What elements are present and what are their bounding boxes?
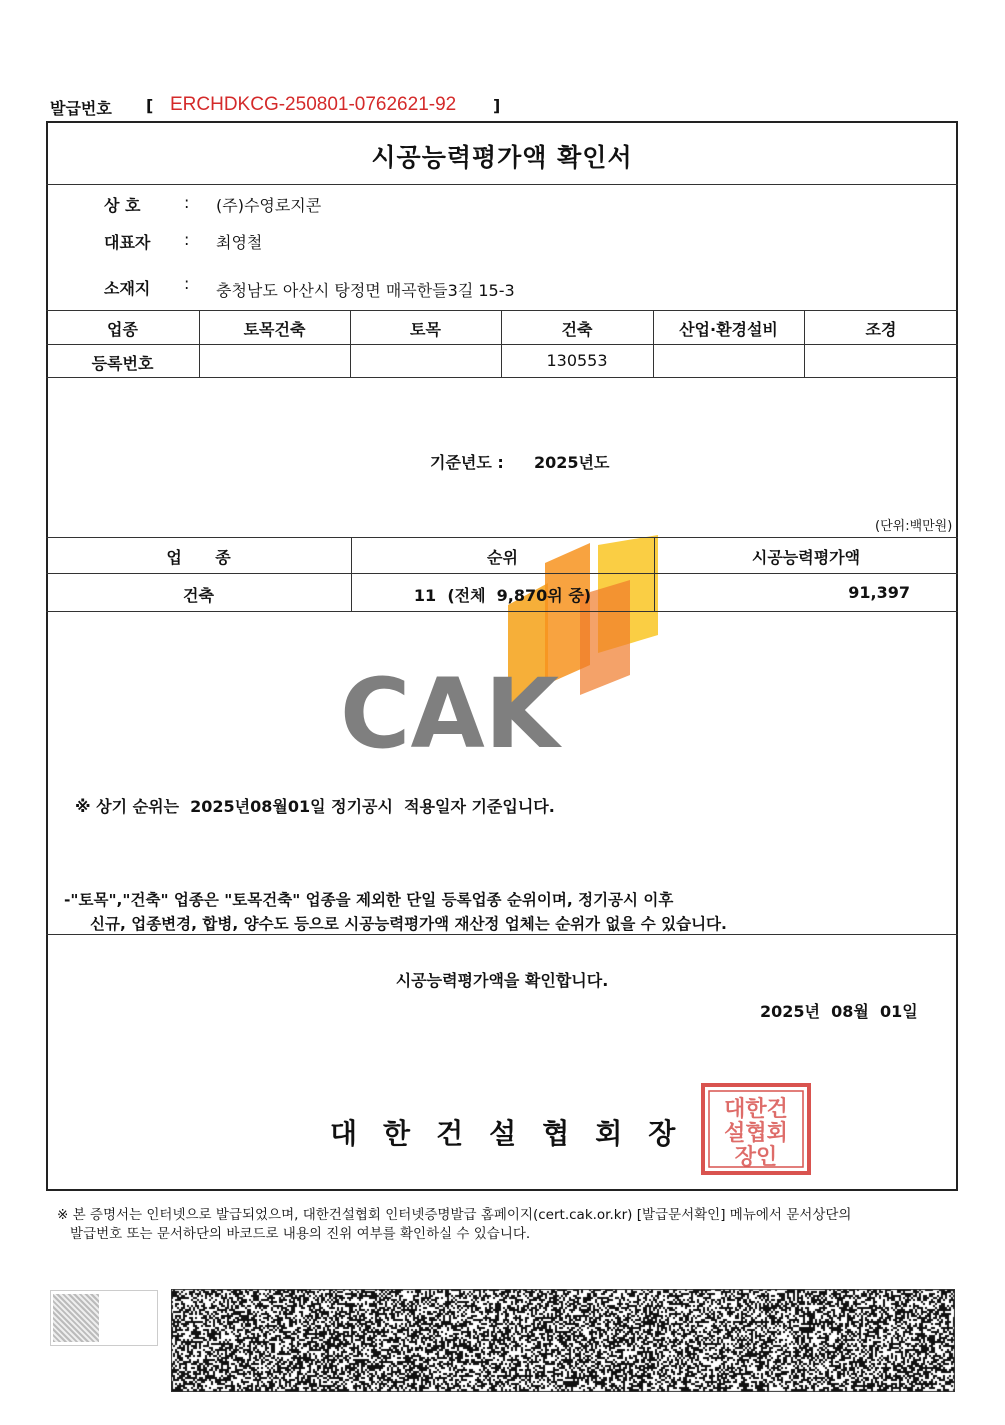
reg-value-architecture: 130553 — [546, 351, 608, 370]
colon: : — [184, 274, 190, 293]
colon: : — [184, 230, 190, 249]
logo-text: CAK — [340, 658, 560, 765]
issue-date: 2025년 08월 01일 — [760, 1002, 918, 1021]
note-industry-rank: -"토목","건축" 업종은 "토목건축" 업종을 제외한 단일 등록업종 순위이며, 정기공시 이후 — [64, 891, 674, 909]
address-label: 소재지 — [104, 279, 151, 298]
barcode-thumbnail — [53, 1294, 99, 1342]
reg-header-architecture: 건축 — [561, 320, 593, 339]
base-year-value: 2025년도 — [534, 453, 610, 472]
reg-header-civil: 토목 — [410, 320, 441, 339]
note-recalculation: 신규, 업종변경, 합병, 양수도 등으로 시공능력평가액 재산정 업체는 순위가 없을 수 있습니다. — [90, 915, 727, 933]
representative-label: 대표자 — [104, 233, 151, 252]
issue-bracket-open: [ — [146, 96, 154, 115]
issue-bracket-close: ] — [493, 96, 501, 115]
footer-verification-line2: 발급번호 또는 문서하단의 바코드로 내용의 진위 여부를 확인하실 수 있습니다. — [70, 1226, 531, 1242]
svg-text:대한건: 대한건 — [724, 1097, 788, 1122]
registration-table-bottom — [46, 377, 958, 378]
note-ranking-basis: ※ 상기 순위는 2025년08월01일 정기공시 적용일자 기준입니다. — [75, 797, 555, 816]
ranking-table-top — [46, 537, 958, 538]
reg-header-industry: 업종 — [107, 320, 138, 339]
svg-text:장인: 장인 — [734, 1145, 778, 1170]
registration-table-top — [46, 310, 958, 311]
registration-table-mid — [46, 344, 958, 345]
reg-header-industrial-env: 산업·환경설비 — [679, 320, 778, 339]
issue-number: ERCHDKCG-250801-0762621-92 — [170, 94, 457, 115]
representative-value: 최영철 — [216, 233, 263, 252]
colon: : — [184, 193, 190, 212]
rank-header-amount: 시공능력평가액 — [751, 548, 861, 567]
ranking-table-mid — [46, 573, 958, 574]
reg-header-landscape: 조경 — [865, 320, 897, 339]
official-seal — [700, 1082, 812, 1176]
address-value: 충청남도 아산시 탕정면 매곡한들3길 15-3 — [216, 281, 515, 300]
title-divider — [46, 184, 958, 185]
issue-number-label: 발급번호 — [50, 99, 112, 118]
document-title: 시공능력평가액 확인서 — [371, 143, 633, 172]
rank-header-rank: 순위 — [487, 548, 518, 567]
company-name-value: (주)수영로지콘 — [216, 196, 322, 215]
confirmation-divider — [46, 934, 958, 935]
ranking-table-bottom — [46, 611, 958, 612]
cak-logo — [330, 535, 670, 765]
rank-header-industry: 업 종 — [166, 548, 231, 567]
rank-row-amount: 91,397 — [848, 583, 910, 602]
verification-barcode — [171, 1289, 955, 1392]
svg-text:설협회: 설협회 — [724, 1121, 788, 1146]
rank-row-rank: 11 (전체 9,870위 중) — [413, 586, 592, 605]
reg-header-civil-arch: 토목건축 — [243, 320, 306, 339]
footer-verification-line1: ※ 본 증명서는 인터넷으로 발급되었으며, 대한건설협회 인터넷증명발급 홈페이지(cert.cak.or.kr) [발급문서확인] 메뉴에서 문서상단의 — [57, 1207, 852, 1223]
reg-row-label: 등록번호 — [91, 354, 154, 373]
base-year-label: 기준년도 : — [430, 453, 504, 472]
unit-label: (단위:백만원) — [875, 519, 953, 534]
barcode-thumbnail-box — [50, 1290, 158, 1346]
rank-row-industry: 건축 — [183, 586, 214, 605]
company-name-label: 상 호 — [104, 196, 141, 215]
confirmation-text: 시공능력평가액을 확인합니다. — [395, 971, 609, 990]
signer-name: 대한건설협회장 — [330, 1117, 702, 1150]
